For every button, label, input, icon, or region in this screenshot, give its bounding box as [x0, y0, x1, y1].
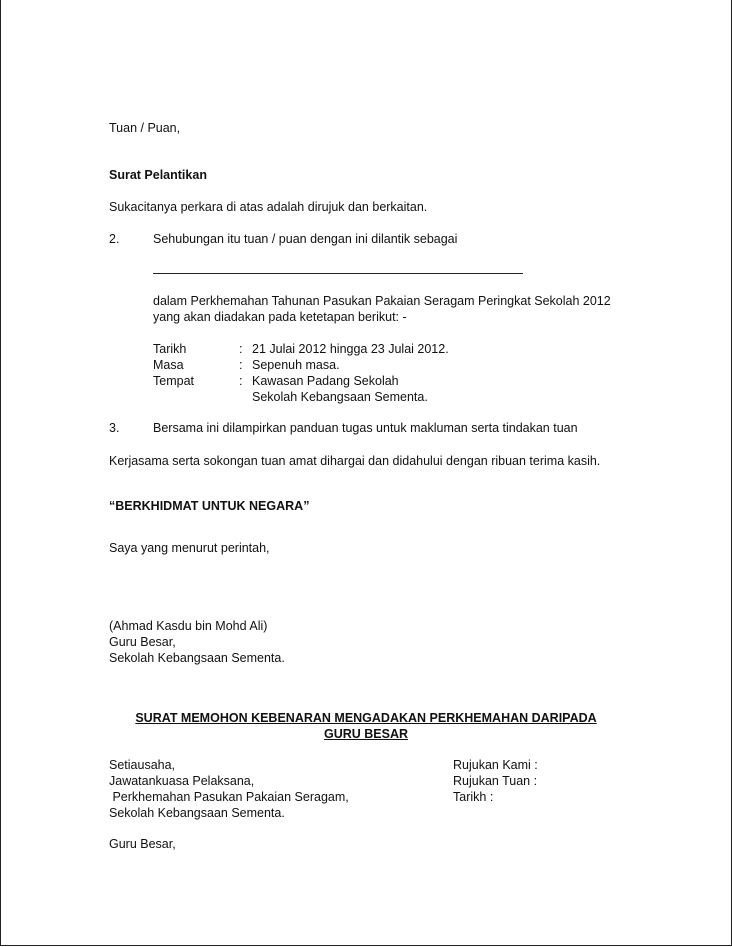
recipient-line: Sekolah Kebangsaan Sementa. — [109, 806, 285, 820]
item-2-continuation-1: dalam Perkhemahan Tahunan Pasukan Pakaian Seragam Peringkat Sekolah 2012 — [153, 294, 611, 308]
item-3-number: 3. — [109, 421, 120, 435]
detail-value-tempat: Kawasan Padang Sekolah — [252, 374, 399, 388]
signatory-name: (Ahmad Kasdu bin Mohd Ali) — [109, 619, 268, 633]
detail-sep: : — [239, 374, 243, 388]
paragraph-1: Sukacitanya perkara di atas adalah dirujuk dan berkaitan. — [109, 200, 428, 214]
ref-rujukan-kami: Rujukan Kami : — [453, 758, 538, 772]
item-2-continuation-2: yang akan diadakan pada ketetapan berikut: - — [153, 310, 407, 324]
item-2-number: 2. — [109, 232, 120, 246]
salutation: Guru Besar, — [109, 837, 176, 851]
section-2-heading-line-1: SURAT MEMOHON KEBENARAN MENGADAKAN PERKHEMAHAN DARIPADA — [135, 711, 597, 725]
detail-value-masa: Sepenuh masa. — [252, 358, 340, 372]
appointment-blank-line — [153, 273, 523, 274]
paragraph-thanks: Kerjasama serta sokongan tuan amat dihargai dan didahului dengan ribuan terima kasih. — [109, 454, 601, 468]
recipient-line: Jawatankuasa Pelaksana, — [109, 774, 255, 788]
item-3-text: Bersama ini dilampirkan panduan tugas untuk makluman serta tindakan tuan — [153, 421, 578, 435]
detail-sep: : — [239, 358, 243, 372]
detail-label-tarikh: Tarikh — [153, 342, 187, 356]
subject: Surat Pelantikan — [109, 168, 207, 182]
recipient-line: Setiausaha, — [109, 758, 176, 772]
detail-sep: : — [239, 342, 243, 356]
ref-rujukan-tuan: Rujukan Tuan : — [453, 774, 538, 788]
detail-label-tempat: Tempat — [153, 374, 194, 388]
item-2-text: Sehubungan itu tuan / puan dengan ini dilantik sebagai — [153, 232, 458, 246]
detail-label-masa: Masa — [153, 358, 184, 372]
section-2-heading-line-2: GURU BESAR — [323, 727, 409, 741]
signatory-title: Guru Besar, — [109, 635, 176, 649]
detail-value-tarikh: 21 Julai 2012 hingga 23 Julai 2012. — [252, 342, 449, 356]
recipient-line: Perkhemahan Pasukan Pakaian Seragam, — [109, 790, 349, 804]
ref-tarikh: Tarikh : — [453, 790, 494, 804]
greeting: Tuan / Puan, — [109, 121, 181, 135]
detail-value-tempat-line-2: Sekolah Kebangsaan Sementa. — [252, 390, 428, 404]
closing: Saya yang menurut perintah, — [109, 541, 270, 555]
motto: “BERKHIDMAT UNTUK NEGARA” — [109, 499, 310, 513]
signatory-school: Sekolah Kebangsaan Sementa. — [109, 651, 285, 665]
